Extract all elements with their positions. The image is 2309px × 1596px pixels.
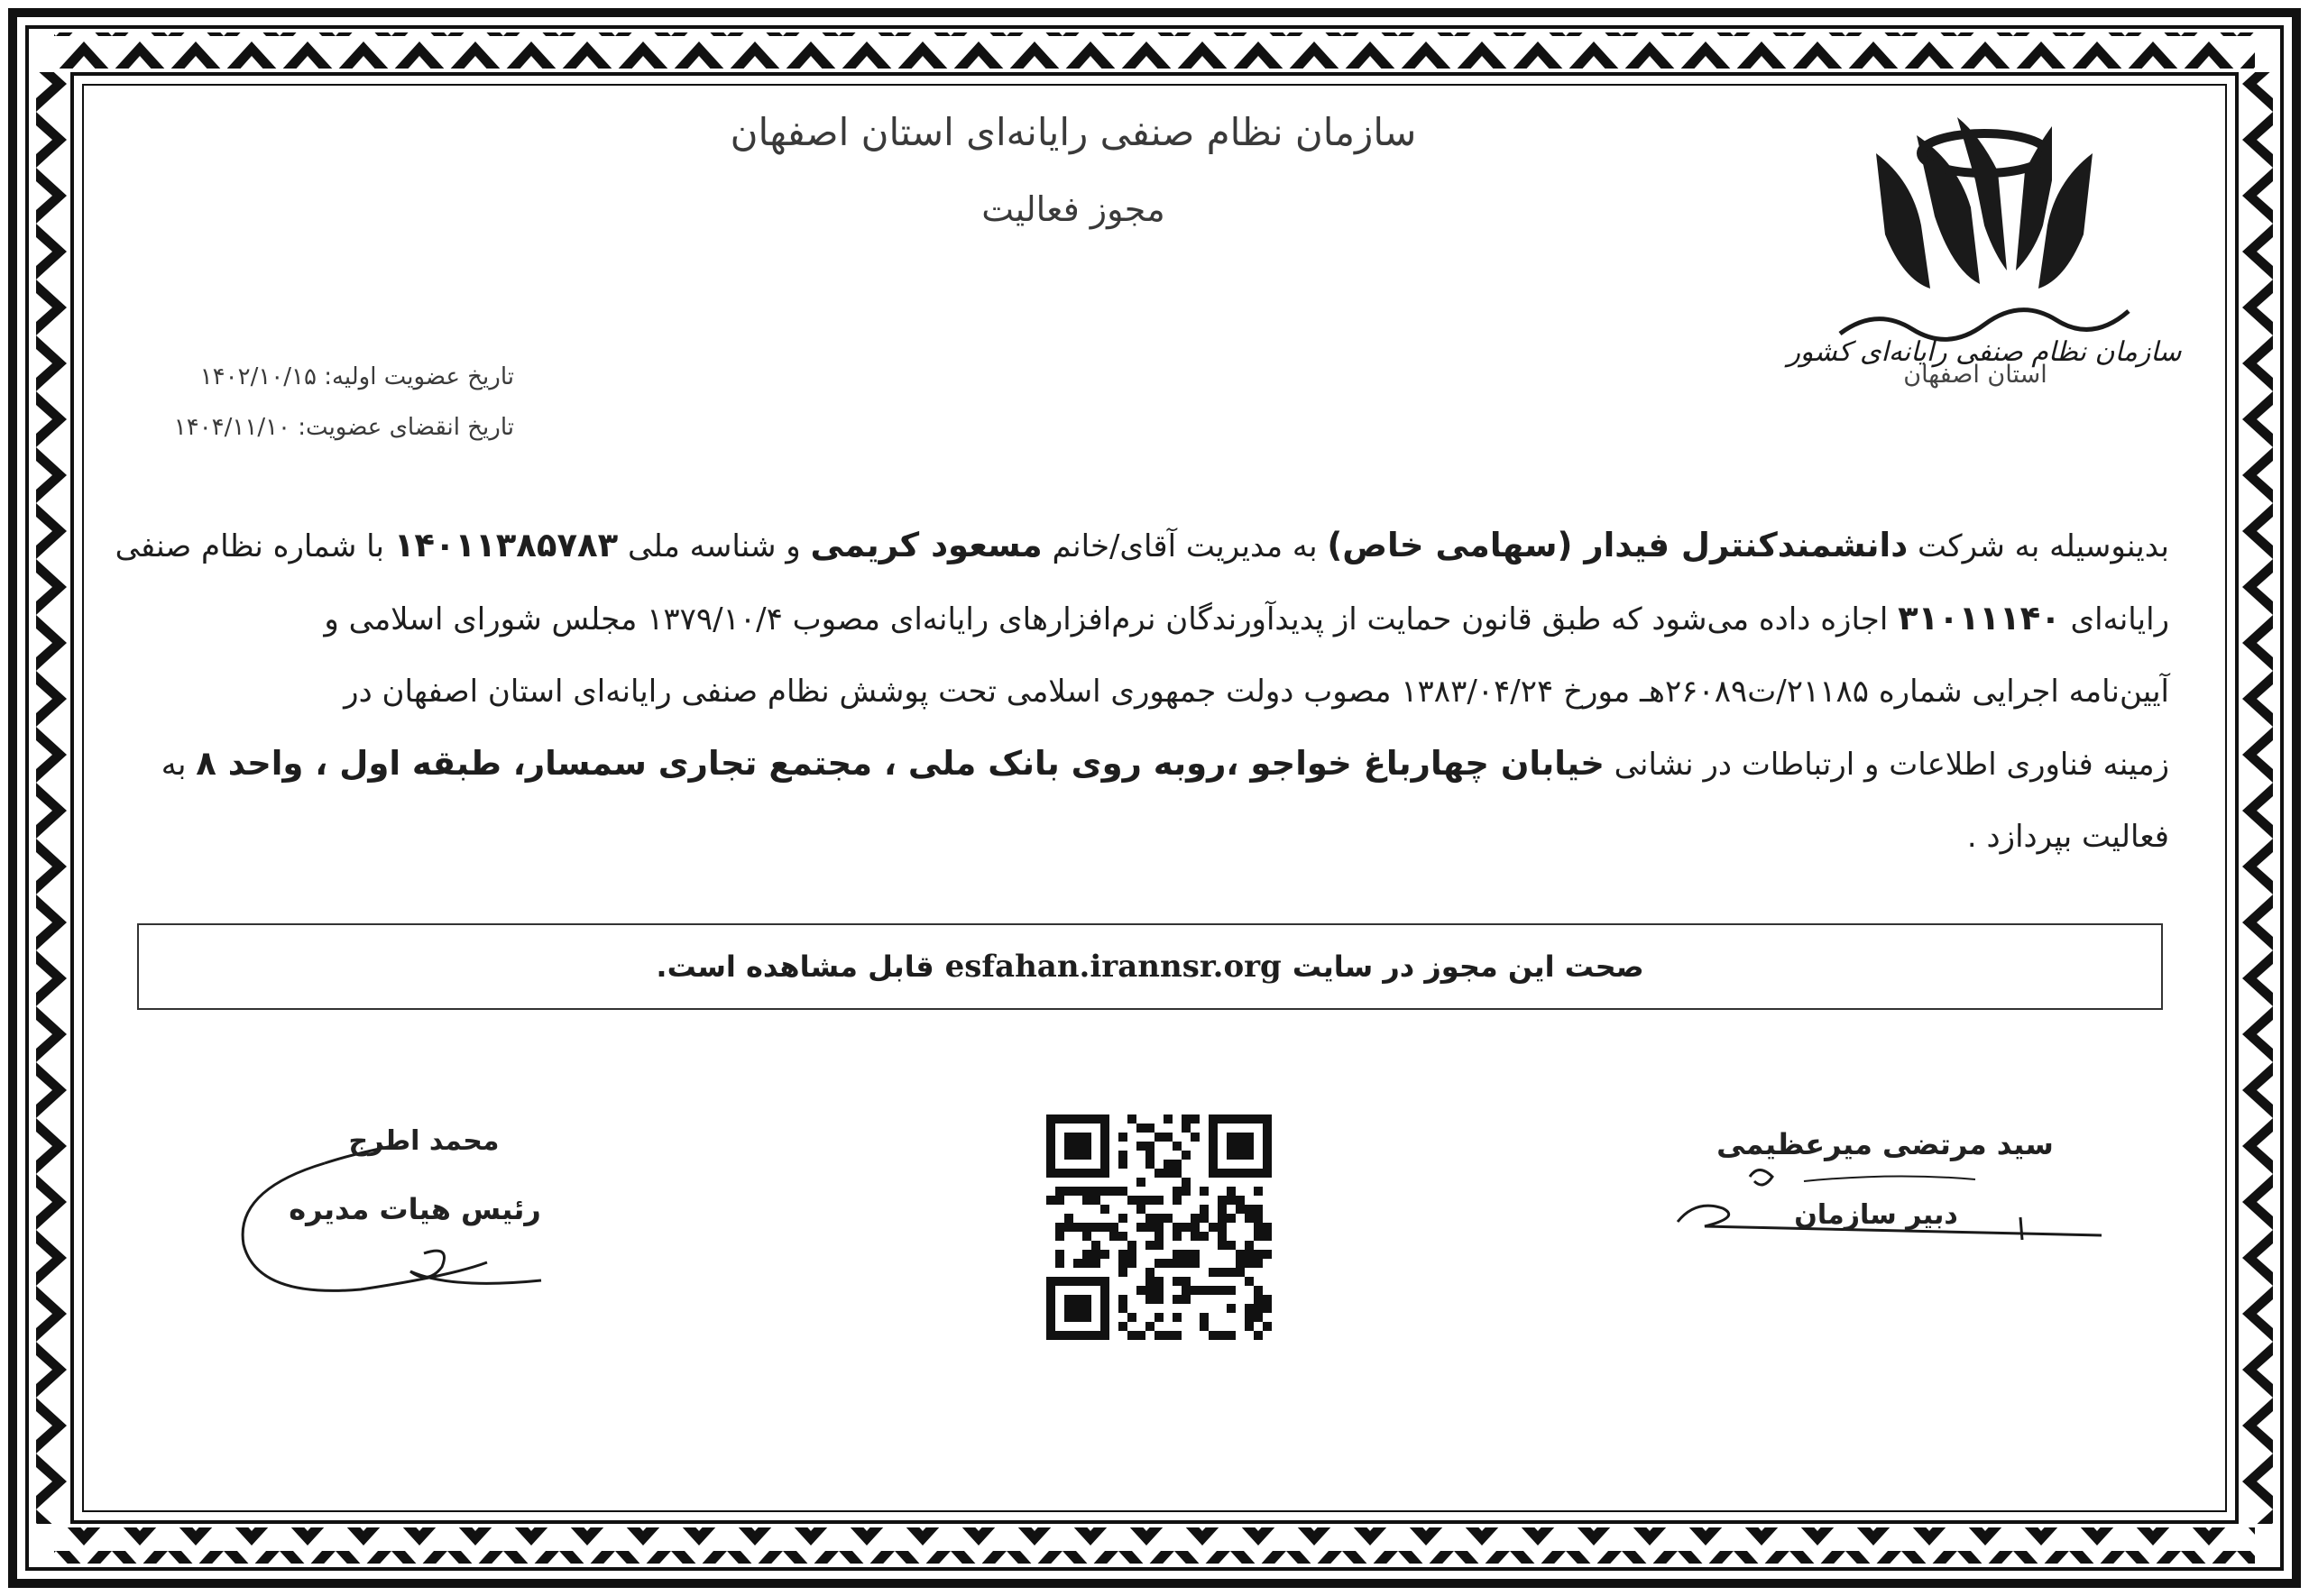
body-segment: آیین‌نامه اجرایی شماره ۲۱۱۸۵/ت۲۶۰۸۹هـ مورخ ۱۳۸۳/۰۴/۲۴ مصوب دولت جمهوری اسلامی تحت پوشش نظام صنفی رایانه‌ای استان اصفهان در bbox=[344, 674, 2169, 710]
board-chair-title: رئیس هیات مدیره bbox=[289, 1192, 541, 1226]
body-highlight: ۱۴۰۱۱۳۸۵۷۸۳ bbox=[393, 526, 619, 564]
membership-dates bbox=[135, 352, 514, 453]
body-segment: با شماره نظام صنفی bbox=[115, 528, 394, 564]
membership-expiry-date: تاریخ انقضای عضویت: ۱۴۰۴/۱۱/۱۰ bbox=[173, 414, 514, 441]
organization-title: سازمان نظام صنفی رایانه‌ای استان اصفهان bbox=[730, 110, 1417, 154]
logo-text: سازمان نظام صنفی رایانه‌ای کشور bbox=[1787, 336, 2182, 368]
body-segment: و شناسه ملی bbox=[618, 528, 811, 564]
logo-caption: استان اصفهان bbox=[1903, 361, 2047, 389]
body-segment: زمینه فناوری اطلاعات و ارتباطات در نشانی bbox=[1604, 747, 2169, 783]
body-segment: فعالیت بپردازد . bbox=[1966, 819, 2169, 855]
body-highlight: ۳۱۰۱۱۱۴۰ bbox=[1898, 599, 2061, 637]
body-highlight: دانشمندکنترل فیدار (سهامی خاص) bbox=[1327, 526, 1909, 564]
verification-prefix: صحت این مجوز در سایت bbox=[1292, 949, 1644, 984]
body-line bbox=[135, 582, 2169, 656]
organization-logo bbox=[1787, 99, 2182, 406]
secretary-name: سید مرتضی میرعظیمی bbox=[1716, 1127, 2054, 1161]
body-segment: بدینوسیله به شرکت bbox=[1908, 528, 2169, 564]
verification-box bbox=[137, 923, 2163, 1010]
board-chair-name: محمد اطرج bbox=[348, 1125, 500, 1157]
permit-body-text bbox=[115, 509, 2169, 873]
secretary-title: دبیر سازمان bbox=[1794, 1199, 1958, 1231]
body-highlight: مسعود کریمی bbox=[810, 526, 1043, 564]
body-line bbox=[135, 656, 2169, 728]
verification-text bbox=[139, 925, 2161, 1008]
qr-code[interactable] bbox=[1046, 1114, 1272, 1340]
verification-url[interactable]: esfahan.irannsr.org bbox=[944, 949, 1282, 985]
verification-suffix: قابل مشاهده است. bbox=[656, 949, 934, 984]
body-segment: به مدیریت آقای/خانم bbox=[1042, 528, 1328, 564]
body-line bbox=[115, 509, 2169, 582]
body-line bbox=[135, 728, 2169, 801]
body-segment: به bbox=[161, 747, 197, 783]
permit-title: مجوز فعالیت bbox=[981, 189, 1165, 229]
body-line bbox=[135, 801, 2169, 873]
body-segment: رایانه‌ای bbox=[2060, 601, 2169, 637]
body-segment: اجازه داده می‌شود که طبق قانون حمایت از پدیدآورندگان نرم‌افزارهای رایانه‌ای مصوب ۱۳۷۹/۱۰/۴ مجلس شورای اسلامی و bbox=[324, 601, 1899, 637]
initial-membership-date: تاریخ عضویت اولیه: ۱۴۰۲/۱۰/۱۵ bbox=[199, 363, 514, 390]
body-highlight: خیابان چهارباغ خواجو ،روبه روی بانک ملی ، مجتمع تجاری سمسار، طبقه اول ، واحد ۸ bbox=[196, 744, 1605, 783]
